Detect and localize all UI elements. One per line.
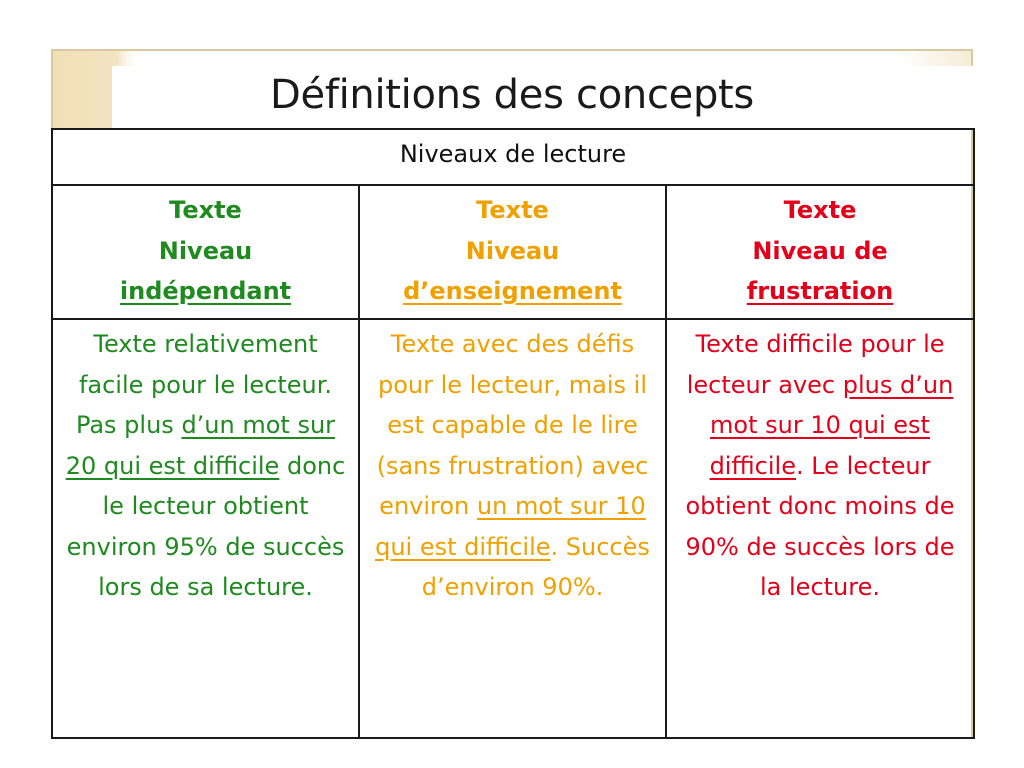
description-teaching	[359, 319, 666, 738]
description-text: donc le lecteur obtient environ 95% de succès lors de sa lecture.	[66, 451, 346, 601]
heading-line: Texte	[783, 196, 857, 224]
heading-teaching	[359, 185, 666, 319]
heading-line: Niveau	[158, 236, 253, 265]
description-frustration	[666, 319, 974, 738]
heading-independent	[52, 185, 359, 319]
description-text: Texte difficile pour le lecteur avec	[686, 330, 945, 399]
level-heading-row	[52, 185, 974, 319]
heading-line: Texte	[169, 196, 242, 224]
description-emphasis: d’un mot sur 20 qui est difficile	[65, 411, 336, 480]
heading-line: indépendant	[119, 277, 292, 305]
heading-line: frustration	[746, 277, 894, 305]
slide-title: Définitions des concepts	[270, 72, 754, 118]
heading-frustration	[666, 185, 974, 319]
heading-line: Niveau	[465, 236, 560, 265]
description-text: . Le lecteur obtient donc moins de 90% de succès lors de la lecture.	[685, 451, 955, 601]
description-text: Texte relativement facile pour le lecteur. Pas plus	[75, 330, 333, 439]
heading-line: d’enseignement	[403, 277, 622, 305]
table-header: Niveaux de lecture	[52, 129, 974, 185]
reading-levels-table	[51, 128, 975, 739]
description-emphasis: plus d’un mot sur 10 qui est difficile	[709, 370, 954, 480]
description-text: . Succès d’environ 90%.	[421, 532, 650, 601]
description-independent	[52, 319, 359, 738]
description-emphasis: un mot sur 10	[476, 492, 646, 520]
heading-line: Texte	[476, 196, 549, 224]
description-text: Texte avec des défis pour le lecteur, mais il est capable de le lire (sans frustration) avec environ	[376, 330, 649, 520]
level-description-row	[52, 319, 974, 738]
heading-line: Niveau de	[752, 236, 888, 265]
description-emphasis: qui est difficile	[375, 532, 551, 561]
table-header-row	[52, 129, 974, 185]
